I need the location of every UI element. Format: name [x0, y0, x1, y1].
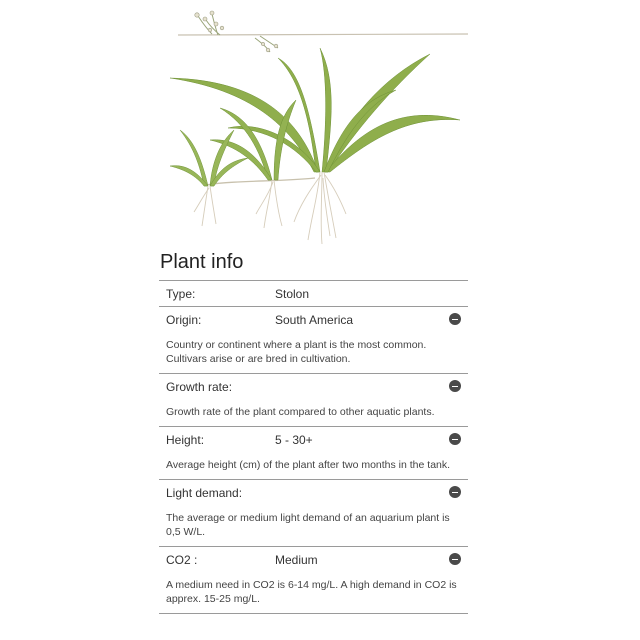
info-row-description: The average or medium light demand of an aquarium plant is 0,5 W/L.	[166, 512, 450, 538]
plant-illustration	[150, 0, 490, 250]
info-row	[159, 547, 468, 614]
info-row-label: CO2 :	[166, 553, 198, 567]
info-row	[159, 480, 468, 547]
collapse-minus-icon[interactable]	[449, 553, 461, 565]
info-row-description: Growth rate of the plant compared to other aquatic plants.	[166, 406, 435, 418]
info-row-header[interactable]	[159, 427, 468, 452]
info-row-label: Origin:	[166, 313, 202, 327]
info-row-header[interactable]	[159, 307, 468, 332]
info-row-header[interactable]	[159, 374, 468, 399]
collapse-minus-icon[interactable]	[449, 380, 461, 392]
info-row-value: Stolon	[275, 287, 310, 301]
info-row	[159, 427, 468, 480]
info-row-label: Type:	[166, 287, 196, 301]
info-row-description: Average height (cm) of the plant after two months in the tank.	[166, 459, 451, 471]
info-row-description: Country or continent where a plant is the most common. Cultivars arise or are bred in cultivation.	[166, 339, 427, 365]
info-row-value: Medium	[275, 553, 318, 567]
info-row	[159, 374, 468, 427]
info-row-value: South America	[275, 313, 354, 327]
info-row-description: A medium need in CO2 is 6-14 mg/L. A high demand in CO2 is apprex. 15-25 mg/L.	[166, 579, 457, 605]
info-row-label: Light demand:	[166, 486, 243, 500]
info-row-header[interactable]	[159, 547, 468, 572]
info-row-header	[159, 281, 468, 306]
collapse-minus-icon[interactable]	[449, 433, 461, 445]
info-row	[159, 307, 468, 374]
info-row-value: 5 - 30+	[275, 433, 313, 447]
info-row-label: Growth rate:	[166, 380, 233, 394]
page-title: Plant info	[160, 251, 244, 273]
collapse-minus-icon[interactable]	[449, 313, 461, 325]
collapse-minus-icon[interactable]	[449, 486, 461, 498]
info-row-label: Height:	[166, 433, 205, 447]
info-row-header[interactable]	[159, 480, 468, 505]
info-row	[159, 281, 468, 307]
plant-info-table	[159, 280, 468, 614]
